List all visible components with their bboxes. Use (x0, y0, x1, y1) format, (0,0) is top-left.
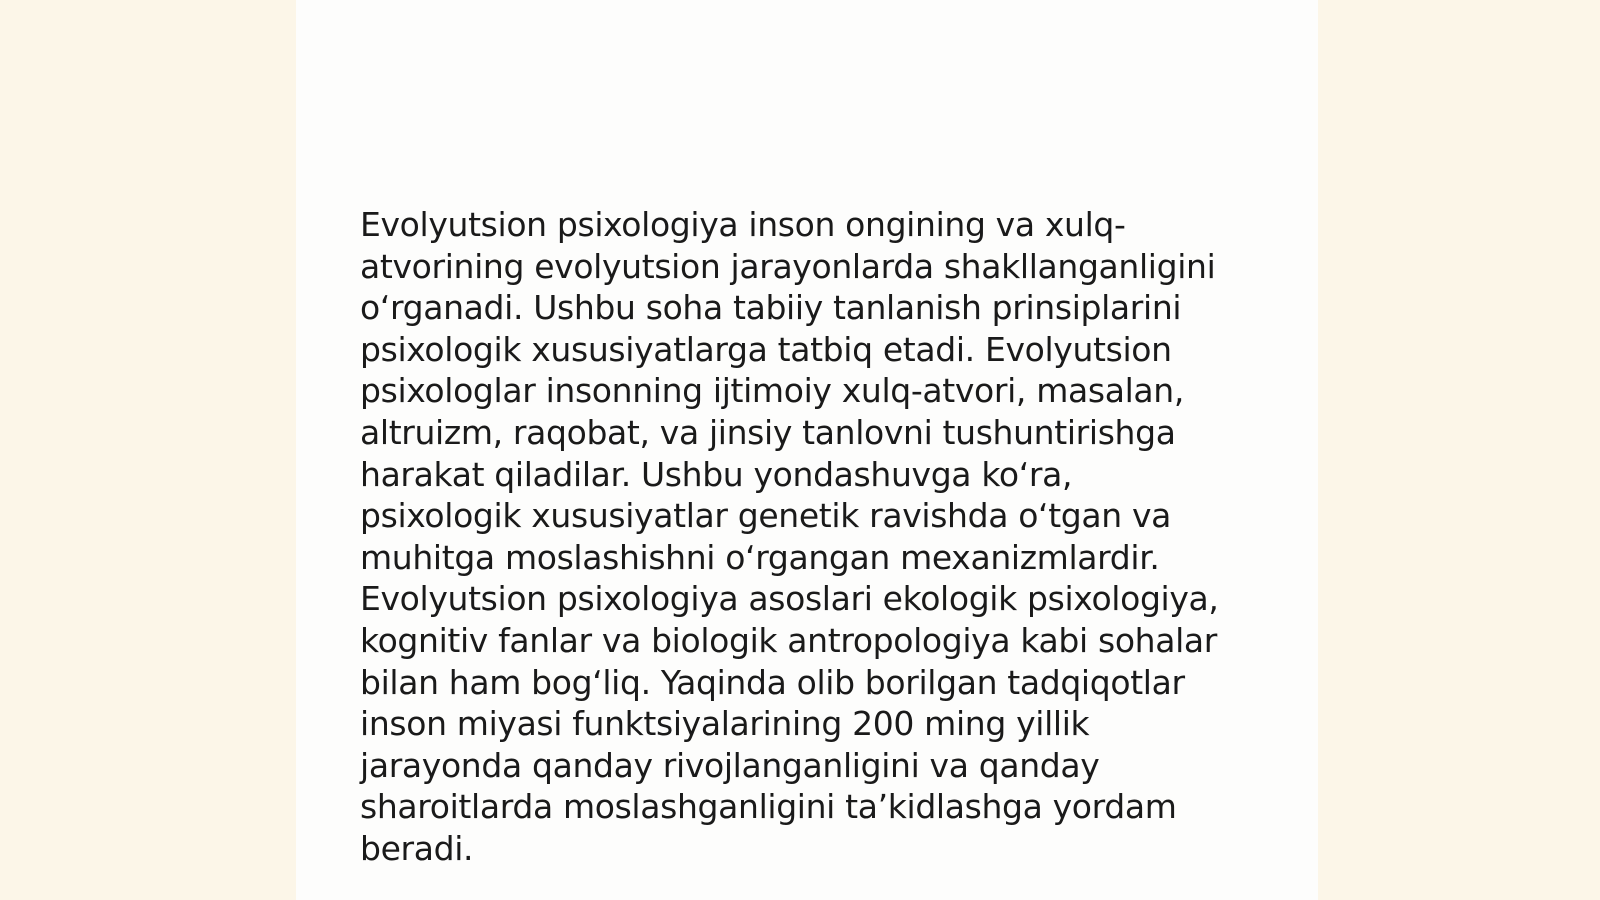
text-line: psixologlar insonning ijtimoiy xulq-atvori, masalan, (360, 371, 1184, 411)
text-line: beradi. (360, 828, 474, 868)
text-line: kognitiv fanlar va biologik antropologiya kabi sohalar (360, 620, 1218, 660)
text-line: psixologik xususiyatlar genetik ravishda o‘tgan va (360, 496, 1172, 536)
text-line: o‘rganadi. Ushbu soha tabiiy tanlanish prinsiplarini (360, 288, 1182, 328)
text-line: sharoitlarda moslashganligini ta’kidlashga yordam (360, 787, 1177, 827)
text-line: altruizm, raqobat, va jinsiy tanlovni tushuntirishga (360, 412, 1176, 452)
text-line: atvorining evolyutsion jarayonlarda shakllanganligini (360, 246, 1216, 286)
body-paragraph (360, 204, 1240, 870)
text-line: psixologik xususiyatlarga tatbiq etadi. Evolyutsion (360, 329, 1172, 369)
text-line: jarayonda qanday rivojlanganligini va qanday (360, 745, 1100, 785)
text-line: Evolyutsion psixologiya inson ongining va xulq- (360, 205, 1126, 244)
text-line: bilan ham bog‘liq. Yaqinda olib borilgan tadqiqotlar (360, 662, 1185, 702)
document-page (296, 0, 1318, 900)
text-line: harakat qiladilar. Ushbu yondashuvga ko‘ra, (360, 454, 1073, 494)
text-line: muhitga moslashishni o‘rgangan mexanizmlardir. (360, 537, 1160, 577)
text-line: inson miyasi funktsiyalarining 200 ming yillik (360, 704, 1090, 744)
text-line: Evolyutsion psixologiya asoslari ekologik psixologiya, (360, 579, 1219, 619)
